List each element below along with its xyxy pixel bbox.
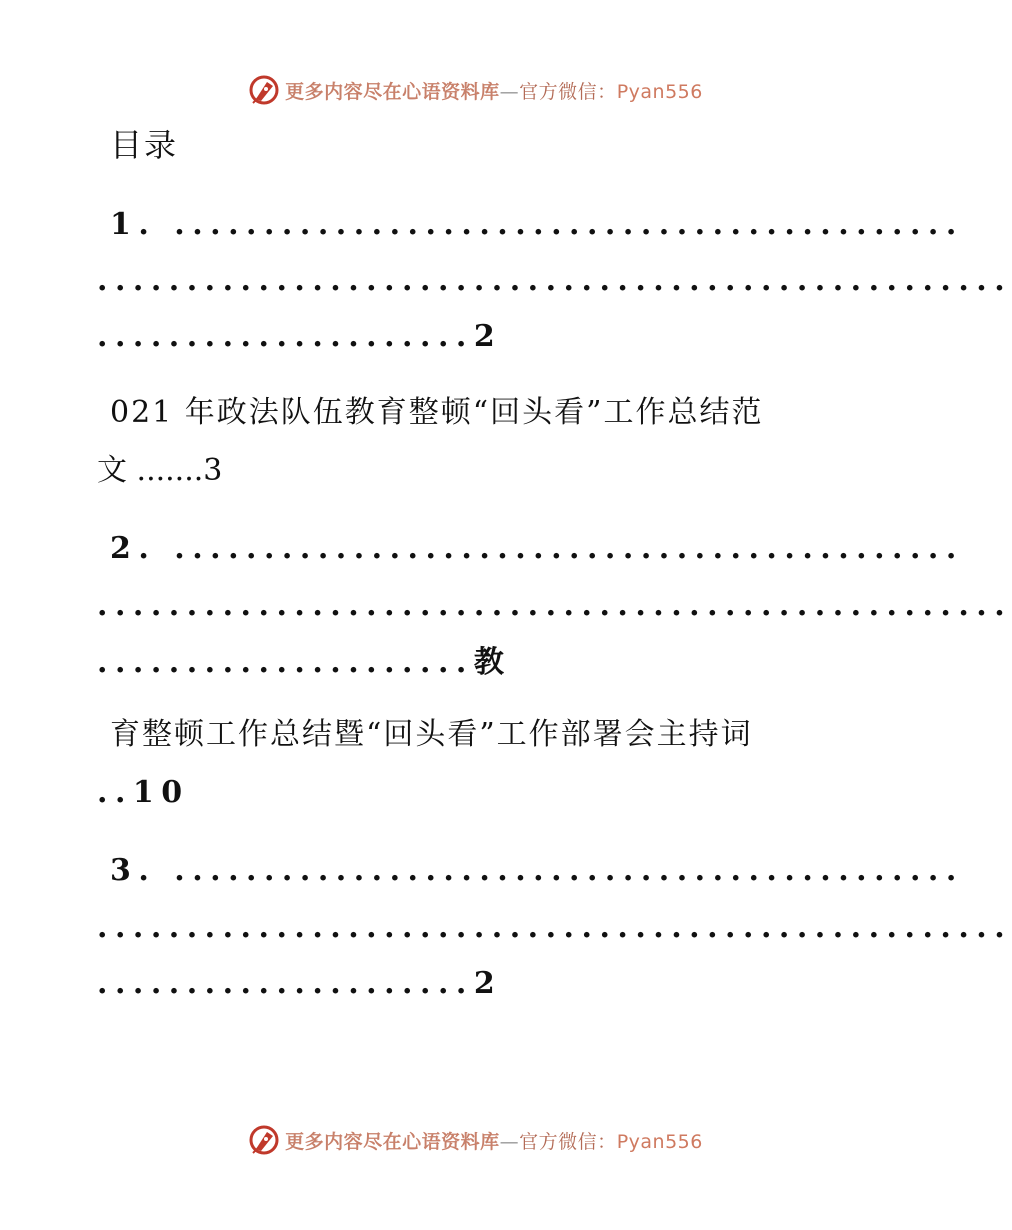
banner-wechat-id: Pyan556 (616, 80, 703, 103)
footer-watermark (0, 1120, 950, 1160)
banner-sub-text: 官方微信： (519, 80, 617, 103)
toc-line-11: 3. ............................................ (110, 853, 964, 888)
toc-line-12: ................................................... (97, 910, 1012, 945)
toc-line-10: ..10 (97, 775, 190, 810)
toc-line-5: 文 .......3 (97, 453, 223, 488)
toc-line-4: 021 年政法队伍教育整顿“回头看”工作总结范 (110, 395, 764, 430)
banner-dash: — (499, 80, 520, 103)
toc-line-6: 2. ............................................ (110, 531, 964, 566)
toc-line-2: ................................................... (97, 263, 1012, 298)
toc-title: 目录 (110, 126, 179, 164)
toc-line-8: .....................教 (97, 645, 512, 680)
banner-main-text: 更多内容尽在心语资料库 (285, 1130, 500, 1153)
banner-main-text: 更多内容尽在心语资料库 (285, 80, 500, 103)
toc-line-1: 1. ............................................ (110, 207, 964, 242)
toc-line-9: 育整顿工作总结暨“回头看”工作部署会主持词 (110, 717, 753, 752)
toc-line-13: .....................2 (97, 966, 503, 1001)
banner-sub-text: 官方微信： (519, 1130, 617, 1153)
toc-line-3: .....................2 (97, 319, 503, 354)
banner-dash: — (499, 1130, 520, 1153)
banner-wechat-id: Pyan556 (616, 1130, 703, 1153)
pen-nib-logo-icon (247, 1123, 281, 1157)
toc-line-7: ................................................... (97, 588, 1012, 623)
